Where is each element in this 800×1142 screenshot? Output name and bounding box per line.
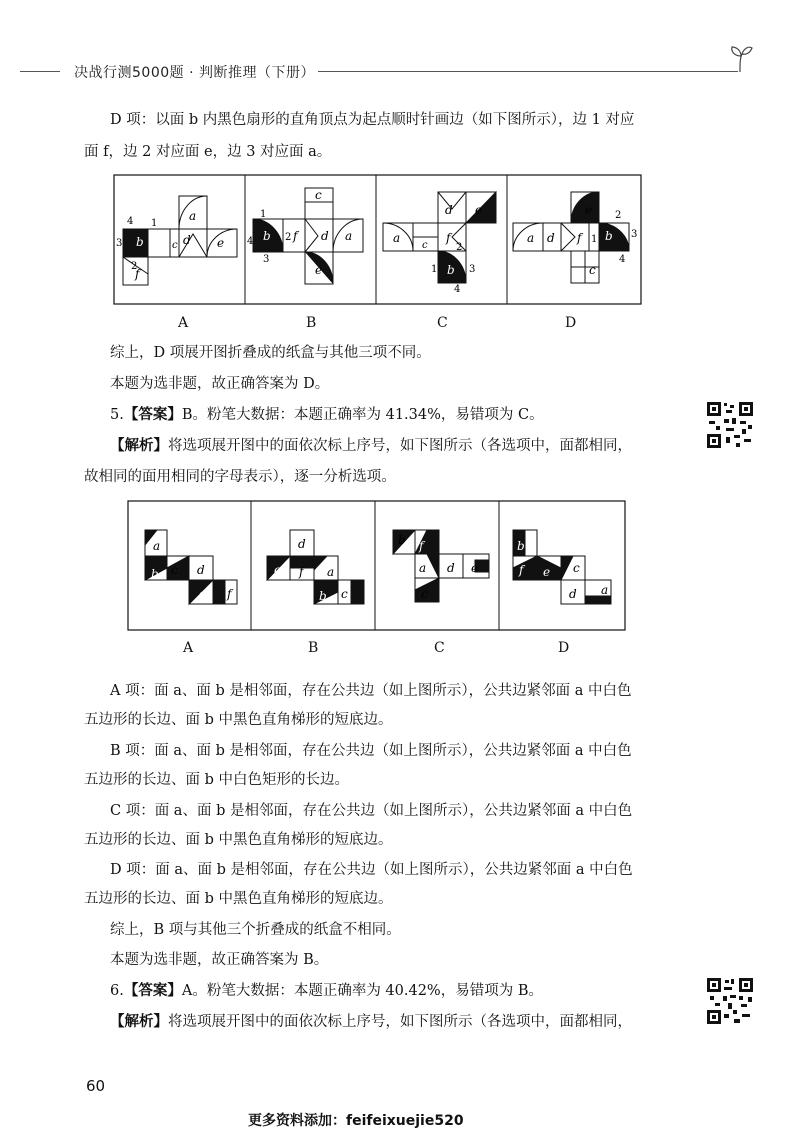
sprout-icon: [728, 44, 754, 74]
figure-2-unfolded-boxes: [127, 500, 627, 636]
analysis-text: 将选项展开图中的面依次标上序号，如下图所示（各选项中，面都相同，: [168, 438, 632, 454]
svg-text:d: d: [447, 561, 455, 575]
page-number: 60: [86, 1077, 106, 1095]
svg-text:3: 3: [631, 229, 638, 240]
text-line: D 项：面 a、面 b 是相邻面，存在公共边（如上图所示），公共边紧邻面 a 中白色: [110, 862, 633, 878]
svg-text:a: a: [601, 583, 609, 597]
qr-code-icon[interactable]: [706, 401, 754, 449]
text-line: 五边形的长边、面 b 中黑色直角梯形的短底边。: [84, 891, 393, 907]
figure-2-option-d: [513, 530, 611, 604]
figure-2-option-b: [267, 530, 364, 604]
figure-1-label-a: A: [178, 315, 189, 331]
svg-text:b: b: [151, 567, 159, 581]
figure-1-label-b: B: [306, 315, 317, 331]
analysis-tag: 【解析】: [110, 438, 168, 454]
svg-text:4: 4: [247, 236, 254, 247]
figure-2-label-d: D: [558, 640, 570, 656]
svg-text:c: c: [171, 563, 178, 577]
text-line: 面 f，边 2 对应面 e，边 3 对应面 a。: [84, 144, 332, 160]
edge-number: 3: [116, 238, 123, 249]
header-rule-right: [318, 71, 738, 72]
svg-text:e: e: [471, 561, 479, 575]
answer-line-6: [110, 979, 543, 1003]
svg-text:d: d: [321, 229, 329, 243]
svg-text:e: e: [274, 563, 282, 577]
svg-text:1: 1: [431, 264, 438, 275]
analysis-line-6: [110, 1010, 632, 1034]
svg-text:a: a: [153, 539, 161, 553]
svg-text:d: d: [197, 563, 205, 577]
answer-tag: 【答案】: [123, 983, 182, 999]
svg-text:a: a: [393, 231, 401, 245]
svg-text:d: d: [547, 231, 555, 245]
svg-text:f: f: [419, 539, 424, 553]
svg-text:d: d: [445, 203, 453, 217]
footer-note: 更多资料添加：feifeixuejie520: [248, 1113, 464, 1129]
answer-line-5: [110, 403, 544, 427]
figure-2-label-b: B: [308, 640, 319, 656]
svg-text:d: d: [569, 587, 577, 601]
svg-text:e: e: [217, 236, 225, 250]
svg-text:e: e: [475, 203, 483, 217]
edge-number: 4: [127, 216, 134, 227]
svg-text:4: 4: [619, 254, 626, 265]
svg-text:c: c: [341, 587, 348, 601]
svg-text:f: f: [577, 231, 582, 245]
edge-number: 1: [151, 218, 158, 229]
svg-text:2: 2: [615, 210, 622, 221]
text-line: 五边形的长边、面 b 中黑色直角梯形的短底边。: [84, 712, 393, 728]
text-line: 本题为选非题，故正确答案为 B。: [110, 952, 329, 968]
svg-text:a: a: [527, 231, 535, 245]
svg-text:e: e: [585, 203, 593, 217]
svg-text:c: c: [172, 240, 178, 251]
analysis-tag: 【解析】: [110, 1014, 168, 1030]
analysis-line-5: [110, 434, 632, 458]
svg-text:f: f: [299, 565, 304, 579]
text-line: C 项：面 a、面 b 是相邻面，存在公共边（如上图所示），公共边紧邻面 a 中白色: [110, 803, 633, 819]
svg-text:f: f: [293, 229, 298, 243]
svg-text:d: d: [298, 537, 306, 551]
svg-text:a: a: [189, 209, 197, 223]
svg-text:f: f: [135, 267, 140, 281]
svg-text:b: b: [517, 539, 525, 553]
svg-text:c: c: [421, 587, 428, 601]
figure-2-svg: [127, 500, 627, 632]
svg-text:3: 3: [469, 264, 476, 275]
svg-text:b: b: [447, 263, 455, 277]
svg-text:a: a: [419, 561, 427, 575]
answer-text: A。粉笔大数据：本题正确率为 40.42%，易错项为 B。: [181, 983, 543, 999]
text-line: 五边形的长边、面 b 中白色矩形的长边。: [84, 772, 349, 788]
header-rule-left: [20, 71, 60, 72]
edge-number: 2: [131, 261, 138, 272]
svg-text:3: 3: [263, 254, 270, 265]
qr-code-icon[interactable]: [706, 977, 754, 1025]
svg-text:d: d: [183, 233, 191, 247]
svg-text:c: c: [573, 561, 580, 575]
figure-1-svg: [113, 174, 643, 306]
svg-text:1: 1: [260, 209, 267, 220]
text-line: 本题为选非题，故正确答案为 D。: [110, 376, 330, 392]
figure-1-unfolded-boxes: [113, 174, 643, 310]
figure-1-label-c: C: [437, 315, 448, 331]
svg-text:e: e: [315, 263, 323, 277]
svg-text:2: 2: [456, 242, 463, 253]
figure-2-label-a: A: [183, 640, 194, 656]
text-line: 五边形的长边、面 b 中黑色直角梯形的短底边。: [84, 832, 393, 848]
svg-text:4: 4: [454, 284, 461, 295]
svg-text:b: b: [263, 229, 271, 243]
analysis-text: 将选项展开图中的面依次标上序号，如下图所示（各选项中，面都相同，: [168, 1014, 632, 1030]
answer-tag: 【答案】: [123, 407, 182, 423]
svg-text:e: e: [199, 587, 207, 601]
question-number: 6.: [110, 983, 124, 999]
svg-text:f: f: [227, 587, 232, 601]
svg-text:f: f: [519, 563, 524, 577]
question-number: 5.: [110, 407, 124, 423]
svg-text:e: e: [543, 565, 551, 579]
svg-text:b: b: [136, 235, 144, 249]
svg-text:b: b: [398, 533, 406, 547]
text-line: 故相同的面用相同的字母表示），逐一分析选项。: [84, 469, 396, 485]
svg-text:c: c: [589, 263, 596, 277]
text-line: A 项：面 a、面 b 是相邻面，存在公共边（如上图所示），公共边紧邻面 a 中白色: [110, 683, 632, 699]
svg-text:2: 2: [285, 232, 292, 243]
svg-text:f: f: [446, 231, 451, 245]
svg-text:b: b: [605, 229, 613, 243]
text-line: 综上，D 项展开图折叠成的纸盒与其他三项不同。: [110, 345, 431, 361]
answer-text: B。粉笔大数据：本题正确率为 41.34%，易错项为 C。: [181, 407, 544, 423]
svg-text:1: 1: [591, 234, 598, 245]
text-line: 综上，B 项与其他三个折叠成的纸盒不相同。: [110, 922, 401, 938]
figure-2-label-c: C: [434, 640, 445, 656]
svg-text:c: c: [315, 188, 322, 202]
figure-1-label-d: D: [565, 315, 577, 331]
svg-text:b: b: [319, 589, 327, 603]
svg-text:c: c: [422, 240, 428, 251]
running-header: 决战行测5000题 · 判断推理（下册）: [74, 65, 315, 81]
text-line: B 项：面 a、面 b 是相邻面，存在公共边（如上图所示），公共边紧邻面 a 中白色: [110, 743, 632, 759]
svg-text:a: a: [345, 229, 353, 243]
svg-text:a: a: [327, 565, 335, 579]
text-line: D 项：以面 b 内黑色扇形的直角顶点为起点顺时针画边（如下图所示），边 1 对应: [110, 112, 635, 128]
